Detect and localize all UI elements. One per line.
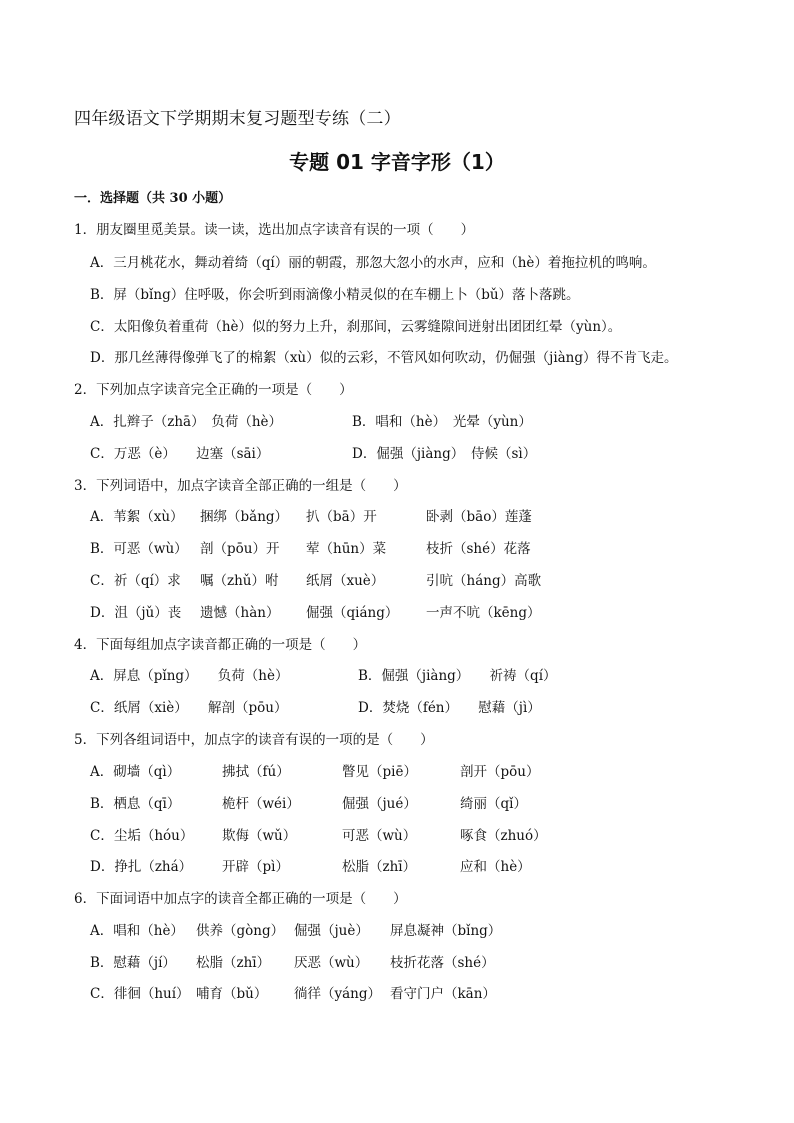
option-item: D．倔强（jiàng） 侍候（sì）: [352, 446, 537, 462]
option-cell: C．尘垢（hóu）: [90, 828, 194, 844]
question-stem: 2．下列加点字读音完全正确的一项是（ ）: [74, 382, 353, 398]
option-cell: 倔强（qiáng）: [306, 605, 399, 621]
option-cell: 松脂（zhī）: [342, 859, 417, 875]
option-cell: 可恶（wù）: [342, 828, 417, 844]
option-cell: 供养（gòng）: [196, 923, 285, 939]
option-cell: 啄食（zhuó）: [460, 828, 547, 844]
option-cell: 剖（pōu）开: [200, 541, 280, 557]
option-cell: C．祈（qí）求: [90, 573, 181, 589]
option-cell: 纸屑（xuè）: [306, 573, 385, 589]
option-item: D．焚烧（fén） 慰藉（jì）: [358, 700, 541, 716]
option-cell: A．唱和（hè）: [90, 923, 184, 939]
option-item: D．那几丝薄得像弹飞了的棉絮（xù）似的云彩，不管风如何吹动，仍倔强（jiàng）得不肯飞走。: [90, 350, 678, 366]
option-cell: 一声不吭（kēng）: [426, 605, 541, 621]
option-cell: 拂拭（fú）: [222, 764, 290, 780]
option-cell: 屏息凝神（bǐng）: [390, 923, 502, 939]
option-item: B．唱和（hè） 光晕（yùn）: [352, 414, 532, 430]
option-cell: 桅杆（wéi）: [222, 796, 300, 812]
option-cell: 看守门户（kān）: [390, 986, 496, 1002]
option-cell: 倔强（jué）: [342, 796, 417, 812]
option-cell: 瞥见（piē）: [342, 764, 417, 780]
option-cell: 倔强（juè）: [294, 923, 369, 939]
option-cell: 开辟（pì）: [222, 859, 289, 875]
option-cell: 徜徉（yáng）: [294, 986, 382, 1002]
option-cell: 绮丽（qǐ）: [460, 796, 527, 812]
option-cell: 扒（bā）开: [306, 509, 377, 525]
option-item: A．三月桃花水，舞动着绮（qí）丽的朝霞，那忽大忽小的水声，应和（hè）着拖拉机的鸣响。: [90, 255, 656, 271]
option-item: B．屏（bǐng）住呼吸，你会听到雨滴像小精灵似的在车棚上卜（bǔ）落卜落跳。: [90, 287, 580, 303]
option-cell: D．沮（jǔ）丧: [90, 605, 182, 621]
option-cell: 哺育（bǔ）: [196, 986, 268, 1002]
question-stem: 4．下面每组加点字读音都正确的一项是（ ）: [74, 637, 367, 653]
option-cell: A．苇絮（xù）: [90, 509, 184, 525]
option-cell: 枝折花落（shé）: [390, 955, 495, 971]
option-cell: A．砌墙（qì）: [90, 764, 181, 780]
option-cell: 遗憾（hàn）: [200, 605, 280, 621]
option-cell: 应和（hè）: [460, 859, 531, 875]
question-stem: 5．下列各组词语中，加点字的读音有误的一项的是（ ）: [74, 732, 434, 748]
option-item: C．太阳像负着重荷（hè）似的努力上升，刹那间，云雾缝隙间迸射出团团红晕（yùn）。: [90, 319, 622, 335]
option-cell: D．挣扎（zhá）: [90, 859, 193, 875]
option-cell: B．栖息（qī）: [90, 796, 181, 812]
option-cell: 卧剥（bāo）莲蓬: [426, 509, 532, 525]
option-cell: B．慰藉（jí）: [90, 955, 176, 971]
page-title: 专题 01 字音字形（1）: [289, 150, 505, 174]
option-cell: 捆绑（bǎng）: [200, 509, 289, 525]
option-cell: 荤（hūn）菜: [306, 541, 387, 557]
option-cell: 厌恶（wù）: [294, 955, 369, 971]
option-item: B．倔强（jiàng） 祈祷（qí）: [358, 668, 557, 684]
option-cell: 松脂（zhī）: [196, 955, 271, 971]
option-item: A．屏息（pǐng） 负荷（hè）: [90, 668, 289, 684]
option-cell: 枝折（shé）花落: [426, 541, 531, 557]
option-cell: B．可恶（wù）: [90, 541, 188, 557]
option-cell: 嘱（zhǔ）咐: [200, 573, 279, 589]
section-heading: 一．选择题（共 30 小题）: [74, 191, 232, 206]
question-stem: 3．下列词语中，加点字读音全部正确的一组是（ ）: [74, 478, 407, 494]
question-stem: 1．朋友圈里觅美景。读一读，选出加点字读音有误的一项（ ）: [74, 222, 475, 238]
option-item: A．扎辫子（zhā） 负荷（hè）: [90, 414, 283, 430]
option-item: C．万恶（è） 边塞（sāi）: [90, 446, 270, 462]
option-cell: 欺侮（wǔ）: [222, 828, 297, 844]
option-cell: C．徘徊（huí）: [90, 986, 190, 1002]
question-stem: 6．下面词语中加点字的读音全都正确的一项是（ ）: [74, 891, 407, 907]
option-cell: 引吭（háng）高歌: [426, 573, 542, 589]
series-title: 四年级语文下学期期末复习题型专练（二）: [74, 109, 401, 129]
option-item: C．纸屑（xiè） 解剖（pōu）: [90, 700, 288, 716]
option-cell: 剖开（pōu）: [460, 764, 540, 780]
